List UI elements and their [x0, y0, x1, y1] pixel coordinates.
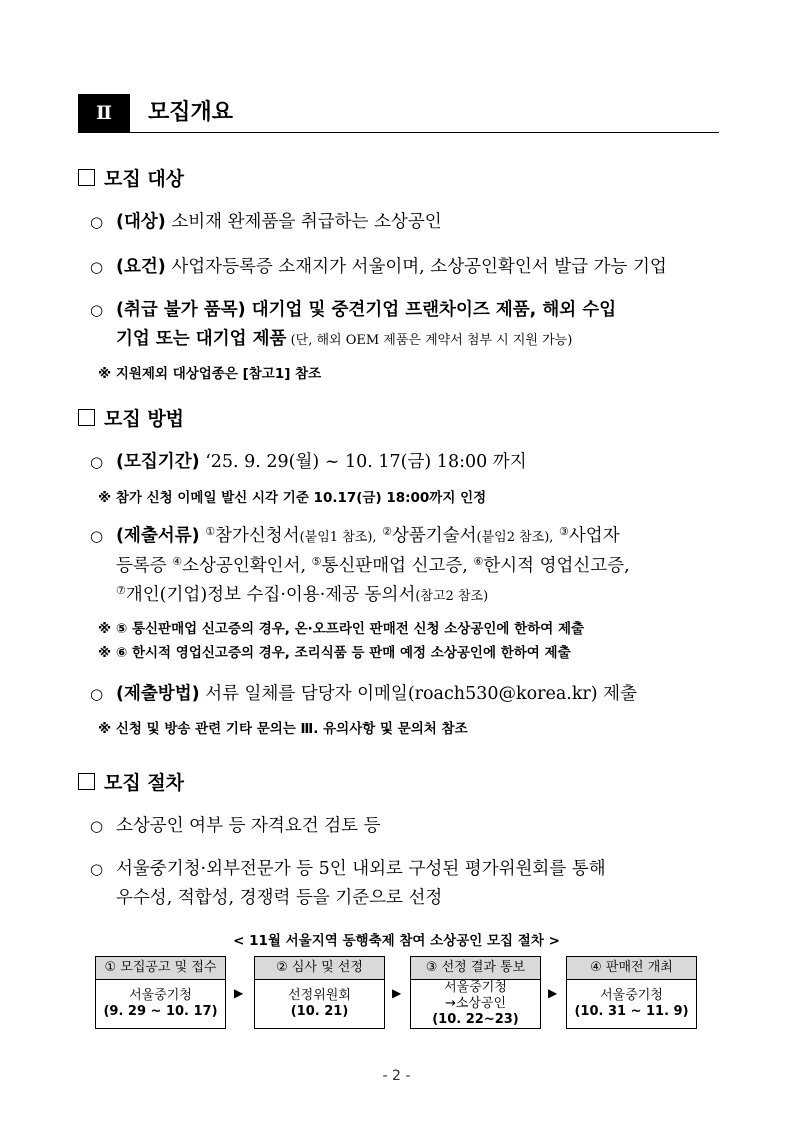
- arrow-right-icon: ▶: [548, 986, 558, 1000]
- bullet-circle-icon: ○: [90, 453, 104, 471]
- bullet-circle-icon: ○: [90, 527, 104, 545]
- bullet-circle-icon: ○: [90, 258, 104, 276]
- flow-step-2: [254, 956, 385, 1032]
- process-item-2: ○ 서울중기청·외부전문가 등 5인 내외로 구성된 평가위원회를 통해: [90, 859, 606, 879]
- process-item-1: ○ 소상공인 여부 등 자격요건 검토 등: [90, 816, 381, 836]
- flow-step-3: [410, 956, 541, 1032]
- heading-target: 모집 대상: [78, 164, 184, 191]
- target-item-2: ○ (요건) 사업자등록증 소재지가 서울이며, 소상공인확인서 발급 가능 기업: [90, 257, 667, 277]
- method-docs-line3: ⑦개인(기업)정보 수집·이용·제공 동의서(참고2 참조): [116, 584, 489, 605]
- checkbox-square-icon: [78, 169, 95, 186]
- method-period: ○ (모집기간) ‘25. 9. 29(월) ~ 10. 17(금) 18:00 까지: [90, 452, 527, 472]
- page-number: - 2 -: [382, 1068, 411, 1084]
- flow-step-1: [95, 956, 226, 1032]
- step-head: ③ 선정 결과 통보: [410, 956, 541, 980]
- arrow-right-icon: ▶: [234, 986, 244, 1000]
- bullet-circle-icon: ○: [90, 817, 104, 835]
- submit-note: ※ 신청 및 방송 관련 기타 문의는 Ⅲ. 유의사항 및 문의처 참조: [98, 721, 468, 737]
- step-body: 서울중기청 (9. 29 ~ 10. 17): [95, 980, 226, 1029]
- section-number: Ⅱ: [78, 94, 130, 132]
- step-body: 서울중기청 →소상공인 (10. 22~23): [410, 980, 541, 1029]
- arrow-right-icon: ▶: [392, 986, 402, 1000]
- method-docs-line1: ○ (제출서류) ①참가신청서(붙임1 참조), ②상품기술서(붙임2 참조), ③사업자: [90, 525, 620, 546]
- checkbox-square-icon: [78, 409, 95, 426]
- section-header: [78, 94, 719, 133]
- section-title: 모집개요: [148, 100, 234, 125]
- method-submit: ○ (제출방법) 서류 일체를 담당자 이메일(roach530@korea.kr) 제출: [90, 684, 637, 704]
- bullet-circle-icon: ○: [90, 860, 104, 878]
- step-body: 서울중기청 (10. 31 ~ 11. 9): [566, 980, 697, 1029]
- target-note: ※ 지원제외 대상업종은 [참고1] 참조: [98, 366, 322, 382]
- step-head: ② 심사 및 선정: [254, 956, 385, 980]
- step-head: ① 모집공고 및 접수: [95, 956, 226, 980]
- heading-method: 모집 방법: [78, 404, 184, 431]
- heading-process: 모집 절차: [78, 768, 184, 795]
- target-item-3-cont: 기업 또는 대기업 제품 (단, 해외 OEM 제품은 계약서 첨부 시 지원 가능): [116, 329, 573, 349]
- period-note: ※ 참가 신청 이메일 발신 시각 기준 10.17(금) 18:00까지 인정: [98, 490, 487, 506]
- step-head: ④ 판매전 개최: [566, 956, 697, 980]
- bullet-circle-icon: ○: [90, 213, 104, 231]
- docs-note-1: ※ ⑤ 통신판매업 신고증의 경우, 온·오프라인 판매전 신청 소상공인에 한하여 제출: [98, 621, 585, 637]
- step-body: 선정위원회 (10. 21): [254, 980, 385, 1029]
- docs-note-2: ※ ⑥ 한시적 영업신고증의 경우, 조리식품 등 판매 예정 소상공인에 한하여 제출: [98, 645, 571, 661]
- checkbox-square-icon: [78, 773, 95, 790]
- bullet-circle-icon: ○: [90, 685, 104, 703]
- bullet-circle-icon: ○: [90, 301, 104, 319]
- method-docs-line2: 등록증 ④소상공인확인서, ⑤통신판매업 신고증, ⑥한시적 영업신고증,: [116, 555, 630, 576]
- process-item-2-cont: 우수성, 적합성, 경쟁력 등을 기준으로 선정: [116, 888, 443, 908]
- target-item-1: ○ (대상) 소비재 완제품을 취급하는 소상공인: [90, 212, 442, 232]
- target-item-3: ○ (취급 불가 품목) 대기업 및 중견기업 프랜차이즈 제품, 해외 수입: [90, 300, 617, 320]
- flow-step-4: [566, 956, 697, 1032]
- flow-title: < 11월 서울지역 동행축제 참여 소상공인 모집 절차 >: [233, 933, 560, 949]
